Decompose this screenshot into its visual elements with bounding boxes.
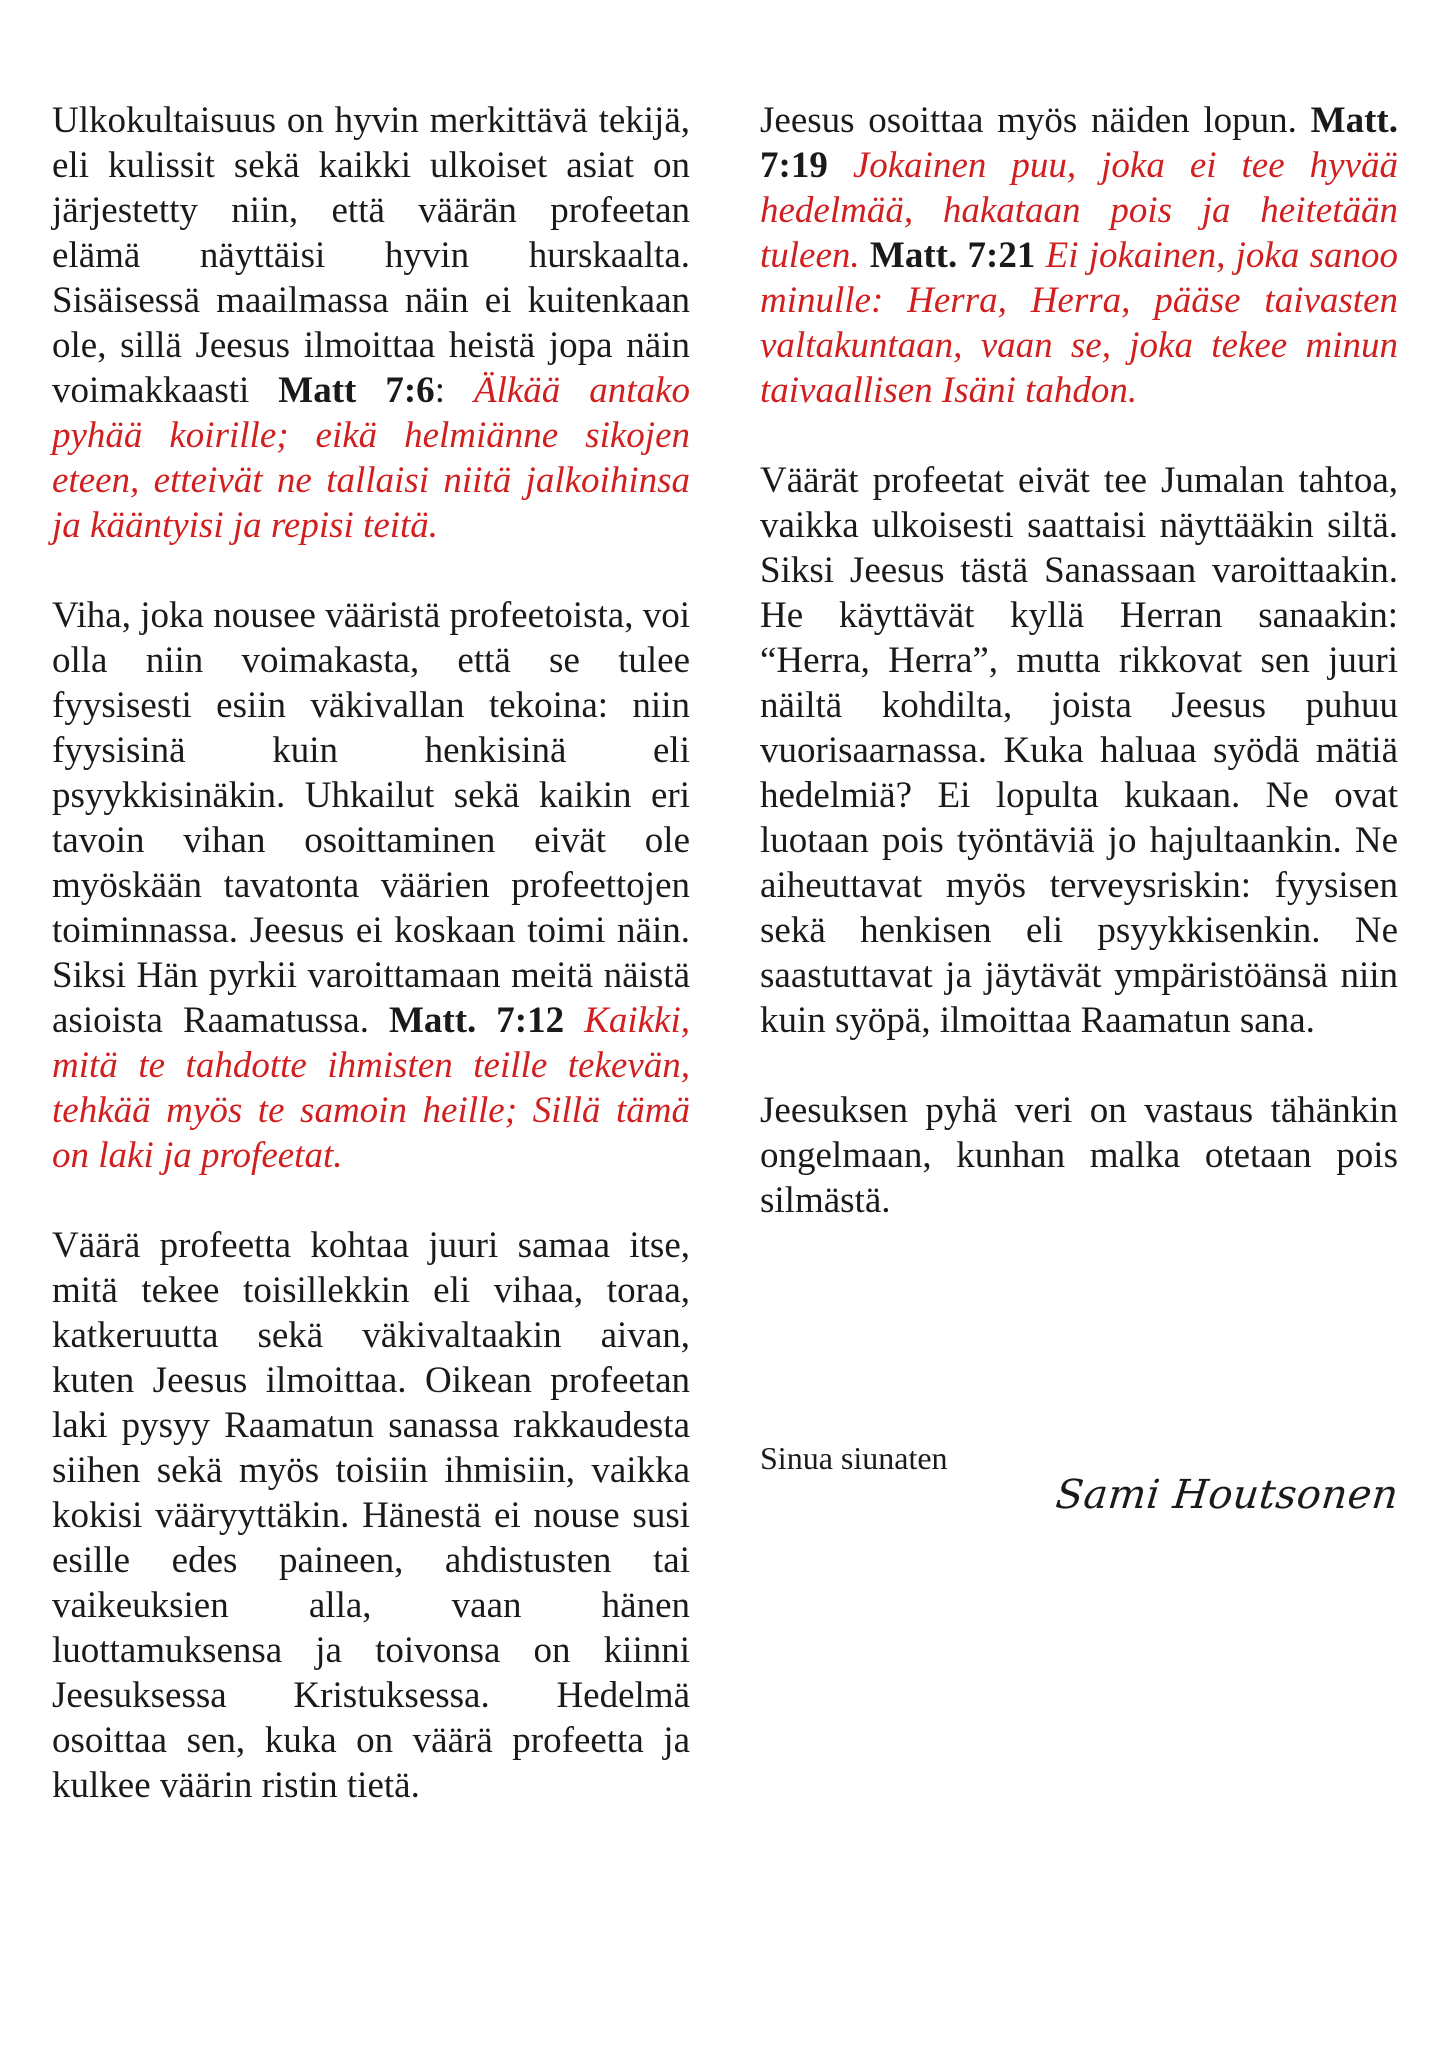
paragraph-text: Viha, joka nousee vääristä profeetoista, voi olla niin voimakasta, että se tulee fyysisesti esiin väkivallan tekoina: niin fyysisinä kuin henkisinä eli psyykkisinäkin. Uhkailut sekä kaikin eri tavoin vihan osoittaminen eivät ole myöskään tavatonta väärien profeettojen toiminnassa. Jeesus ei koskaan toimi näin. Siksi Hän pyrkii varoittamaan meitä näistä asioista Raamatussa.: [52, 595, 690, 1041]
paragraph-vaarat-profeetat: [760, 458, 1398, 1043]
paragraph-text: Jeesus osoittaa myös näiden lopun.: [760, 100, 1311, 141]
paragraph-text: Väärät profeetat eivät tee Jumalan tahtoa, vaikka ulkoisesti saattaisi näyttääkin siltä. Siksi Jeesus tästä Sanassaan varoittaakin. He käyttävät kyllä Herran sanaakin: “Herra, Herra”, mutta rikkovat sen juuri näiltä kohdilta, joista Jeesus puhuu vuorisaarnassa. Kuka haluaa syödä mätiä hedelmiä? Ei lopulta kukaan. Ne ovat luotaan pois työntäviä jo hajultaankin. Ne aiheuttavat myös terveysriskin: fyysisen sekä henkisen eli psyykkisenkin. Ne saastuttavat ja jäytävät ympäristöänsä niin kuin syöpä, ilmoittaa Raamatun sana.: [760, 460, 1398, 1041]
bible-reference: Matt. 7:21: [859, 235, 1036, 276]
paragraph-text: Ulkokultaisuus on hyvin merkittävä tekijä, eli kulissit sekä kaikki ulkoiset asiat on järjestetty niin, että väärän profeetan elämä näyttäisi hyvin hurskaalta. Sisäisessä maailmassa näin ei kuitenkaan ole, sillä Jeesus ilmoittaa heistä jopa näin voimakkaasti: [52, 100, 690, 411]
bible-quote: Ei jokainen, joka sanoo minulle: Herra, Herra, pääse taivasten valtakuntaan, vaan se, joka tekee minun taivaallisen Isäni tahdon.: [760, 235, 1399, 411]
bible-reference: Matt 7:6: [278, 370, 435, 411]
paragraph-jeesus-osoittaa: [760, 98, 1398, 413]
paragraph-text: Jeesuksen pyhä veri on vastaus tähänkin ongelmaan, kunhan malka otetaan pois silmästä.: [760, 1090, 1398, 1221]
bible-reference: Matt. 7:19: [760, 100, 1398, 186]
bible-quote: Jokainen puu, joka ei tee hyvää hedelmää, hakataan pois ja heitetään tuleen.: [760, 145, 1398, 276]
paragraph-viha: [52, 593, 690, 1178]
bible-quote: Älkää antako pyhää koirille; eikä helmiänne sikojen eteen, etteivät ne tallaisi niitä jalkoihinsa ja kääntyisi ja repisi teitä.: [52, 370, 690, 546]
right-column: [760, 98, 1398, 1268]
paragraph-jeesuksen-veri: [760, 1088, 1398, 1223]
paragraph-text: :: [434, 370, 474, 411]
bible-quote: Kaikki, mitä te tahdotte ihmisten teille tekevän, tehkää myös te samoin heille; Sillä tämä on laki ja profeetat.: [52, 1000, 690, 1176]
author-signature: Sami Houtsonen: [1053, 1472, 1401, 1518]
left-column: [52, 98, 690, 1853]
paragraph-ulkokultaisuus: [52, 98, 690, 548]
bible-reference: Matt. 7:12: [388, 1000, 565, 1041]
paragraph-text: Väärä profeetta kohtaa juuri samaa itse, mitä tekee toisillekkin eli vihaa, toraa, katkeruutta sekä väkivaltaakin aivan, kuten Jeesus ilmoittaa. Oikean profeetan laki pysyy Raamatun sanassa rakkaudesta siihen sekä myös toisiin ihmisiin, vaikka kokisi vääryyttäkin. Hänestä ei nouse susi esille edes paineen, ahdistusten tai vaikeuksien alla, vaan hänen luottamuksensa ja toivonsa on kiinni Jeesuksessa Kristuksessa. Hedelmä osoittaa sen, kuka on väärä profeetta ja kulkee väärin ristin tietä.: [52, 1225, 690, 1806]
closing-greeting: Sinua siunaten: [760, 1440, 948, 1476]
paragraph-vaara-profeetta: [52, 1223, 690, 1808]
